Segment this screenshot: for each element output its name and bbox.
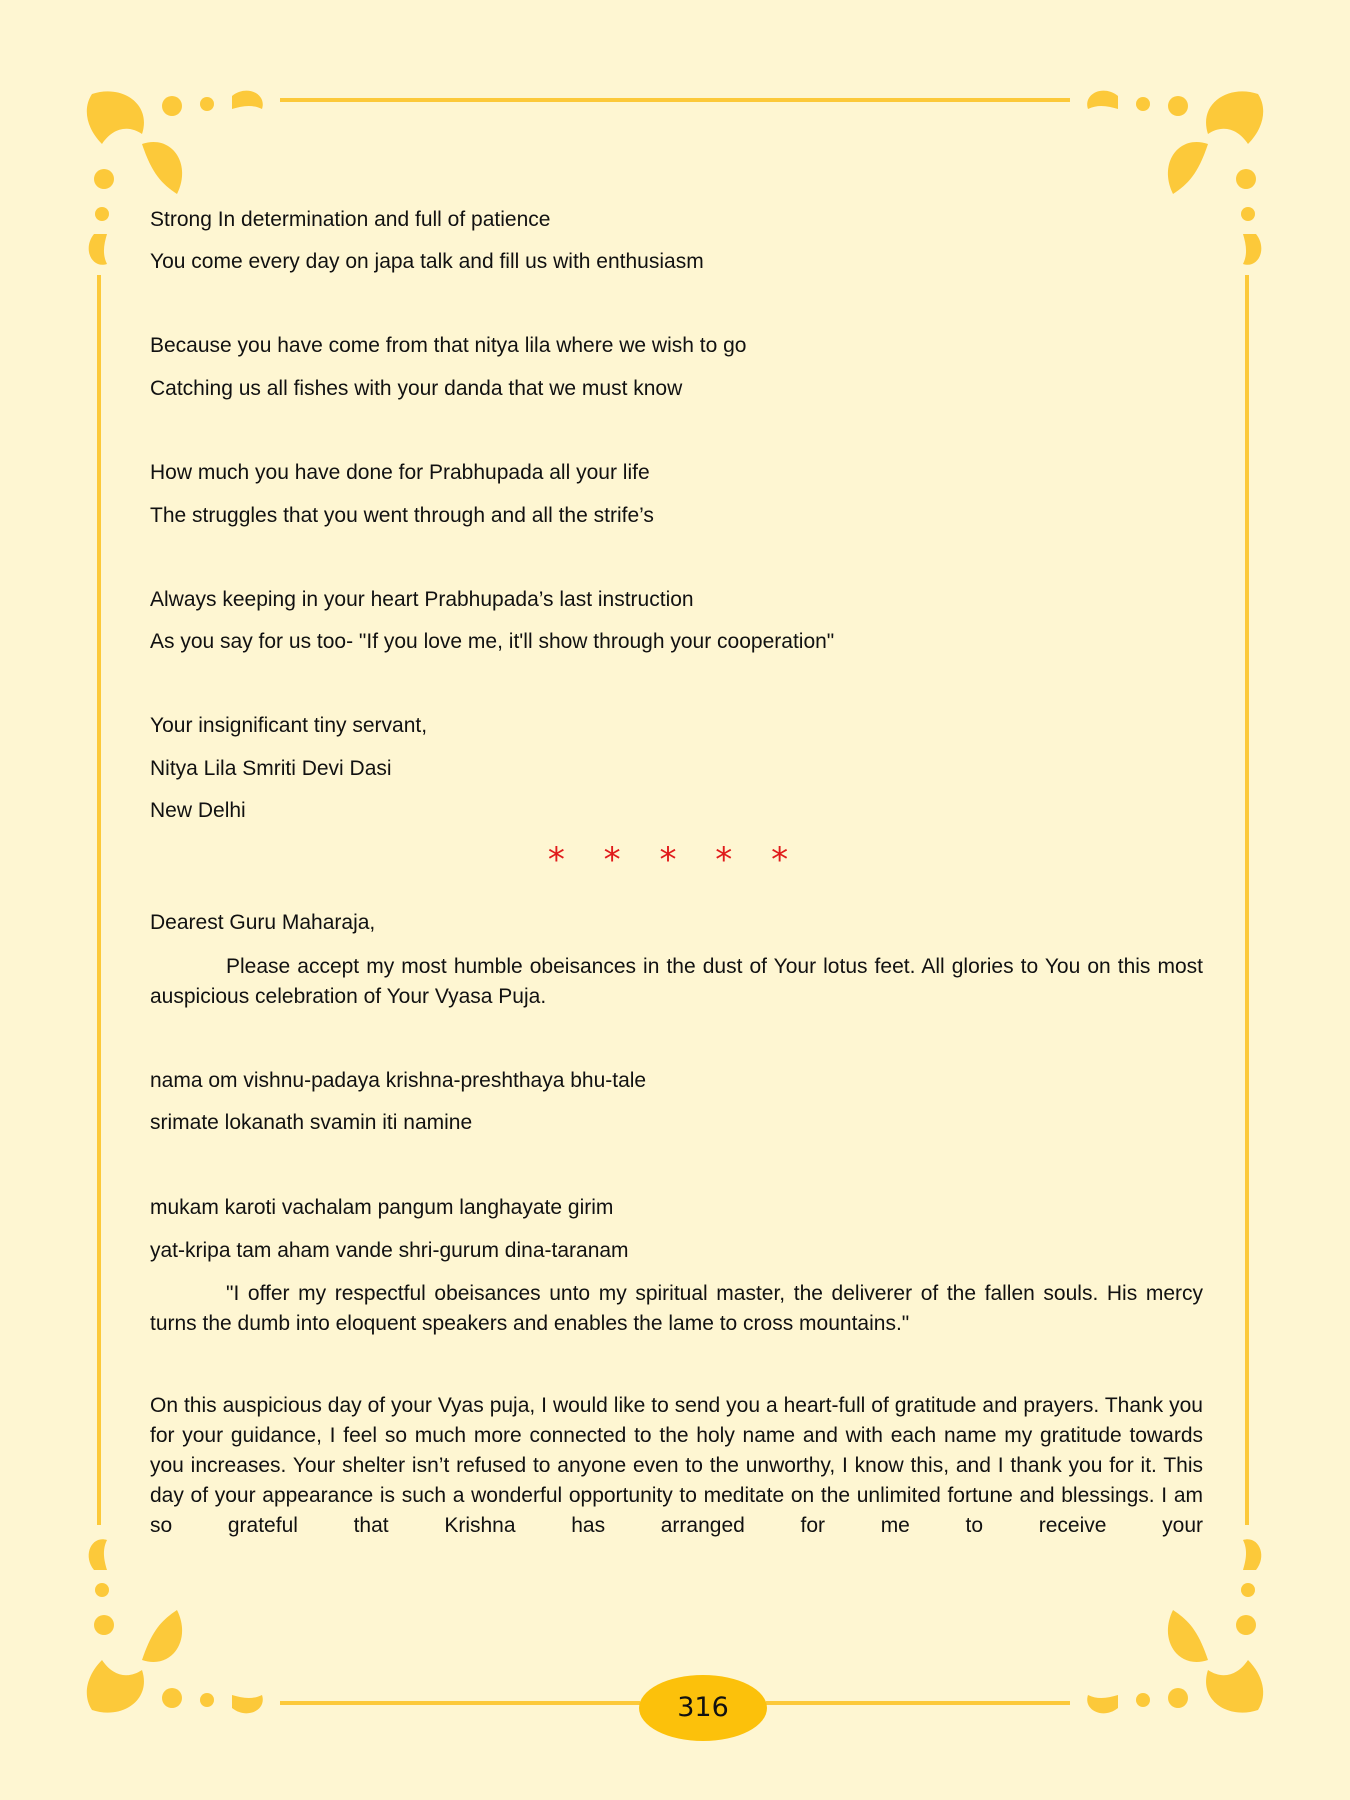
- section-separator: * * * * *: [547, 840, 803, 880]
- poem-line: The struggles that you went through and all the strife’s: [150, 504, 654, 527]
- poem-line: Catching us all fishes with your danda that we must know: [150, 377, 683, 400]
- border-bottom-left: [280, 1701, 640, 1705]
- verse-line: mukam karoti vachalam pangum langhayate girim: [150, 1196, 614, 1219]
- border-right: [1245, 275, 1249, 1525]
- opening-paragraph: Please accept my most humble obeisances in the dust of Your lotus feet. All glories to You on this most auspicious celebration of Your Vyasa Puja.: [150, 955, 1203, 1008]
- poem-line: Because you have come from that nitya lila where we wish to go: [150, 334, 747, 357]
- body-paragraph: On this auspicious day of your Vyas puja, I would like to send you a heart-full of gratitude and prayers. Thank you for your guidance, I feel so much more connected to the holy name and with each name my gratitude towards you increases. Your shelter isn’t refused to anyone even to the unworthy, I know this, and I thank you for it. This day of your appearance is such a wonderful opportunity to meditate on the unlimited fortune and blessings. I am so grateful that Krishna has arranged for me to receive your: [150, 1394, 1203, 1537]
- signature-place: New Delhi: [150, 799, 246, 822]
- poem-line: You come every day on japa talk and fill us with enthusiasm: [150, 250, 704, 273]
- verse-translation: "I offer my respectful obeisances unto my spiritual master, the deliverer of the fallen souls. His mercy turns the dumb into eloquent speakers and enables the lame to cross mountains.": [150, 1282, 1203, 1335]
- corner-ornament-icon: [1068, 84, 1268, 284]
- signature-closing: Your insignificant tiny servant,: [150, 714, 428, 737]
- verse-line: srimate lokanath svamin iti namine: [150, 1111, 473, 1134]
- corner-ornament-icon: [1068, 1520, 1268, 1720]
- verse-line: nama om vishnu-padaya krishna-preshthaya bhu-tale: [150, 1069, 647, 1092]
- border-left: [97, 275, 101, 1525]
- poem-line: Always keeping in your heart Prabhupada’s last instruction: [150, 588, 694, 611]
- border-top: [280, 98, 1070, 102]
- poem-line: As you say for us too- "If you love me, it'll show through your cooperation": [150, 630, 835, 653]
- poem-line: How much you have done for Prabhupada all your life: [150, 461, 650, 484]
- border-bottom-right: [766, 1701, 1070, 1705]
- salutation: Dearest Guru Maharaja,: [150, 911, 376, 934]
- signature-name: Nitya Lila Smriti Devi Dasi: [150, 757, 392, 780]
- page-number: 316: [639, 1675, 767, 1741]
- corner-ornament-icon: [82, 1520, 282, 1720]
- poem-line: Strong In determination and full of patience: [150, 208, 551, 231]
- verse-line: yat-kripa tam aham vande shri-gurum dina-taranam: [150, 1239, 629, 1262]
